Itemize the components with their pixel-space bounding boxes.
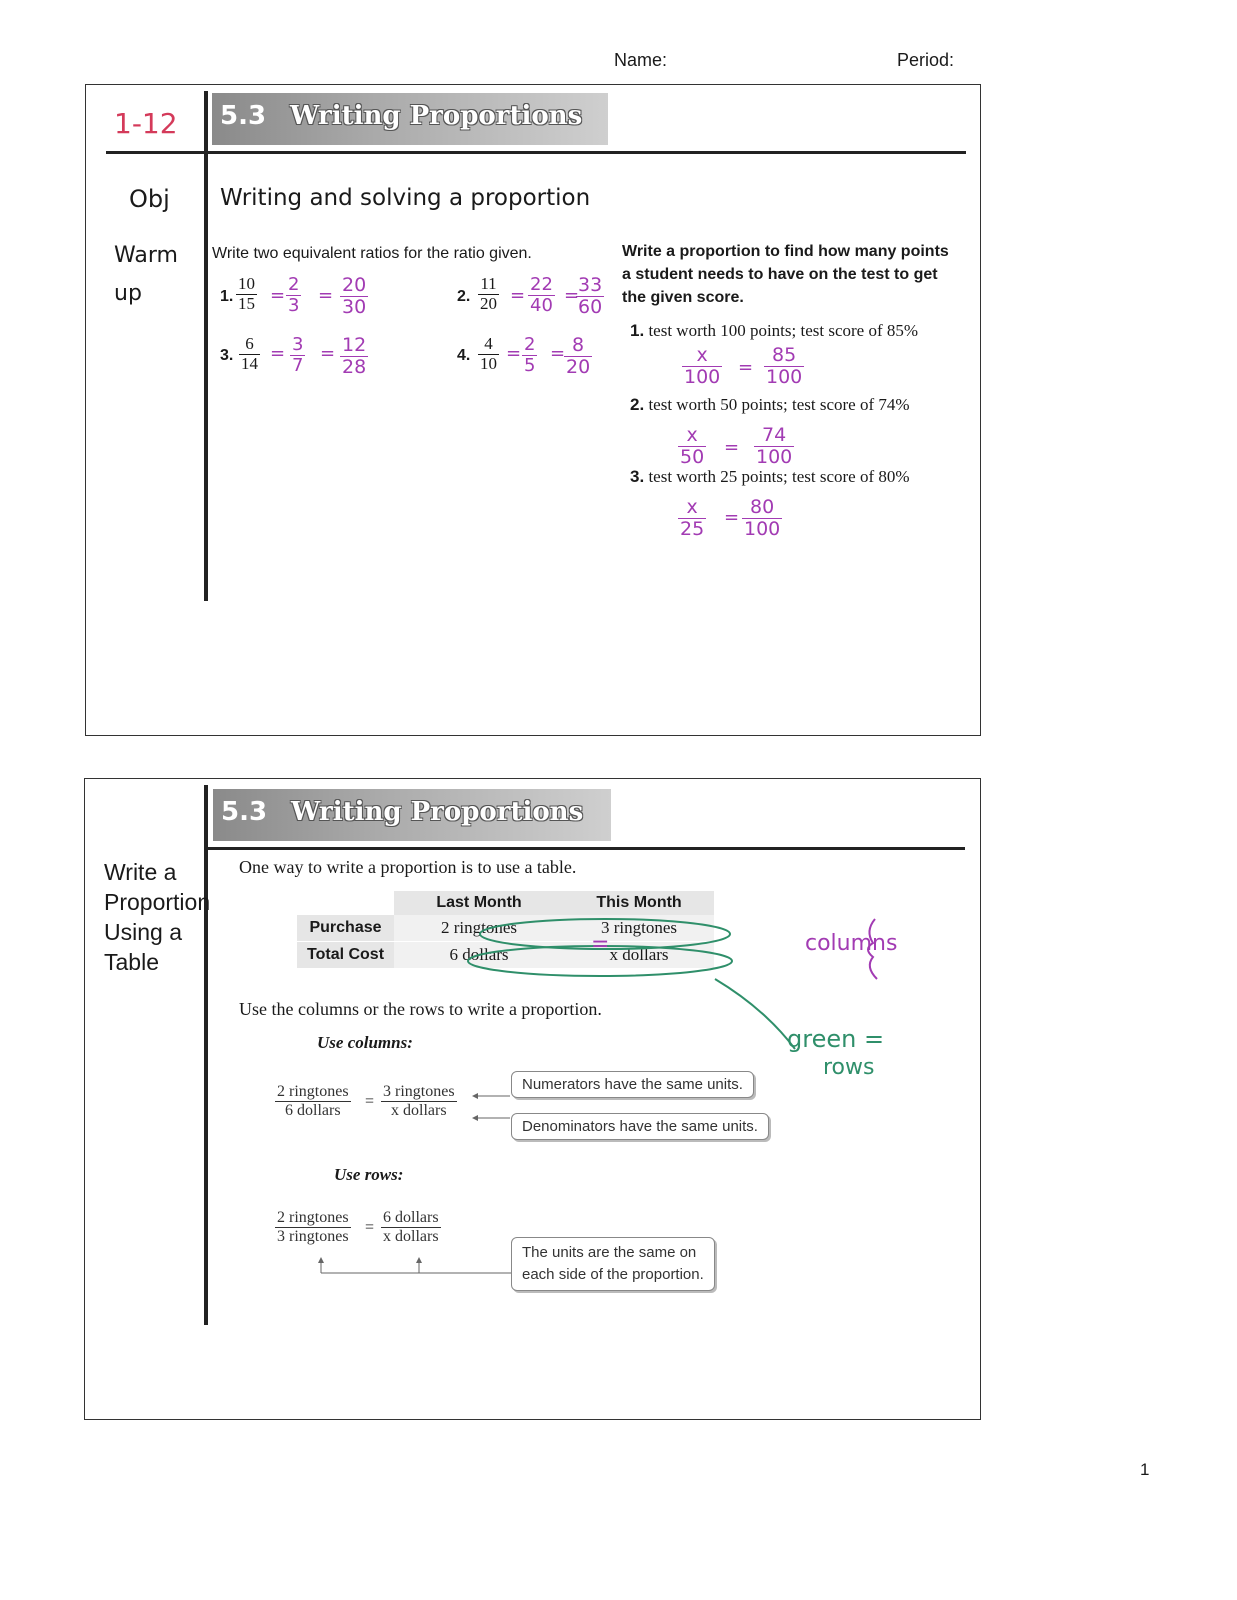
banner-title: Writing Proportions xyxy=(290,101,583,131)
warmup-label-1: Warm xyxy=(114,243,178,268)
left-prompt: Write two equivalent ratios for the ratio given. xyxy=(212,245,532,262)
callout-units: The units are the same on each side of the proportion. xyxy=(511,1237,715,1291)
equals-sign: = xyxy=(506,343,522,364)
answer-fraction: $\frac{20}{30}$ xyxy=(342,274,367,318)
test-answer-left: $\frac{x}{100}$ xyxy=(684,344,721,388)
table-row: Purchase 2 ringtones 3 ringtones xyxy=(297,915,714,942)
equals-sign: = xyxy=(320,343,336,364)
answer-fraction: $\frac{2}{3}$ xyxy=(288,274,300,316)
svg-text:=: = xyxy=(591,932,610,957)
equals-sign: = xyxy=(270,343,286,364)
banner-number: 5.3 xyxy=(221,797,268,827)
given-fraction: $\frac{10}{15}$ xyxy=(238,274,255,313)
problem-number: 2. xyxy=(457,288,471,305)
test-answer-right: $\frac{85}{100}$ xyxy=(766,344,803,388)
answer-fraction: $\frac{3}{7}$ xyxy=(292,334,304,376)
test-answer-right: $\frac{74}{100}$ xyxy=(756,424,793,468)
slide-divider-horizontal xyxy=(207,847,965,850)
hand-columns: columns xyxy=(805,931,898,956)
given-fraction: $\frac{11}{20}$ xyxy=(480,274,497,313)
slide-divider-horizontal xyxy=(106,151,966,154)
problem-number: 4. xyxy=(457,347,471,364)
objective-text: Writing and solving a proportion xyxy=(220,185,591,211)
units-arrow-connector xyxy=(313,1255,513,1279)
warmup-label-2: up xyxy=(114,281,142,306)
column-fraction-right: 3 ringtones x dollars xyxy=(383,1083,455,1119)
equals-sign: = xyxy=(365,1219,375,1236)
row-fraction-left: 2 ringtones 3 ringtones xyxy=(277,1209,349,1245)
problem-number: 3. xyxy=(220,347,234,364)
hand-range: 1-12 xyxy=(114,107,178,140)
intro-text: One way to write a proportion is to use a table. xyxy=(239,857,577,877)
test-answer-left: $\frac{x}{50}$ xyxy=(680,424,705,468)
side-heading: Write a Proportion Using a Table xyxy=(104,859,211,975)
column-fraction-left: 2 ringtones 6 dollars xyxy=(277,1083,349,1119)
test-answer-left: $\frac{x}{25}$ xyxy=(680,496,705,540)
problem-number: 1. xyxy=(220,288,234,305)
right-prompt-line-2: a student needs to have on the test to get xyxy=(622,266,938,283)
use-columns-label: Use columns: xyxy=(317,1033,413,1052)
equals-sign: = xyxy=(738,357,754,378)
use-rows-label: Use rows: xyxy=(334,1165,404,1184)
answer-fraction: $\frac{33}{60}$ xyxy=(578,274,603,318)
lesson-banner xyxy=(213,789,611,841)
equals-sign: = xyxy=(510,285,526,306)
equals-sign: = xyxy=(365,1093,375,1110)
arrow-connectors xyxy=(470,1084,515,1124)
row-fraction-right: 6 dollars x dollars xyxy=(383,1209,439,1245)
equals-sign: = xyxy=(270,285,286,306)
table-row: Total Cost 6 dollars x dollars xyxy=(297,942,714,969)
callout-denominators: Denominators have the same units. xyxy=(511,1113,769,1140)
hand-green-rows-1: green = xyxy=(787,1025,885,1053)
slide-divider-vertical xyxy=(204,91,208,601)
use-text: Use the columns or the rows to write a proportion. xyxy=(239,999,602,1019)
equals-sign: = xyxy=(564,285,580,306)
callout-numerators: Numerators have the same units. xyxy=(511,1071,754,1098)
equals-sign: = xyxy=(724,437,740,458)
slide-warmup xyxy=(85,84,981,736)
lesson-banner xyxy=(212,93,608,145)
answer-fraction: $\frac{22}{40}$ xyxy=(530,274,553,316)
obj-label: Obj xyxy=(129,185,170,213)
page-number: 1 xyxy=(1140,1460,1150,1479)
answer-fraction: $\frac{12}{28}$ xyxy=(342,334,367,378)
answer-fraction: $\frac{8}{20}$ xyxy=(566,334,591,378)
answer-fraction: $\frac{2}{5}$ xyxy=(524,334,536,376)
test-item: 2. test worth 50 points; test score of 74% xyxy=(630,395,910,414)
banner-title: Writing Proportions xyxy=(291,797,584,827)
banner-number: 5.3 xyxy=(220,101,267,131)
equals-sign: = xyxy=(550,343,566,364)
right-prompt-line-3: the given score. xyxy=(622,289,744,306)
period-label: Period: xyxy=(897,50,955,70)
test-answer-right: $\frac{80}{100}$ xyxy=(744,496,781,540)
equals-sign: = xyxy=(318,285,334,306)
test-item: 1. test worth 100 points; test score of 85% xyxy=(630,321,919,340)
equals-sign: = xyxy=(724,507,740,528)
hand-green-rows-2: rows xyxy=(823,1055,875,1080)
name-label: Name: xyxy=(614,50,668,70)
given-fraction: $\frac{4}{10}$ xyxy=(480,334,497,373)
table-header: Last Month xyxy=(394,891,564,915)
slide-table-proportion xyxy=(84,778,981,1420)
test-item: 3. test worth 25 points; test score of 80% xyxy=(630,467,910,486)
table-header: This Month xyxy=(564,891,714,915)
given-fraction: $\frac{6}{14}$ xyxy=(241,334,258,373)
right-prompt-line-1: Write a proportion to find how many points xyxy=(622,243,949,260)
